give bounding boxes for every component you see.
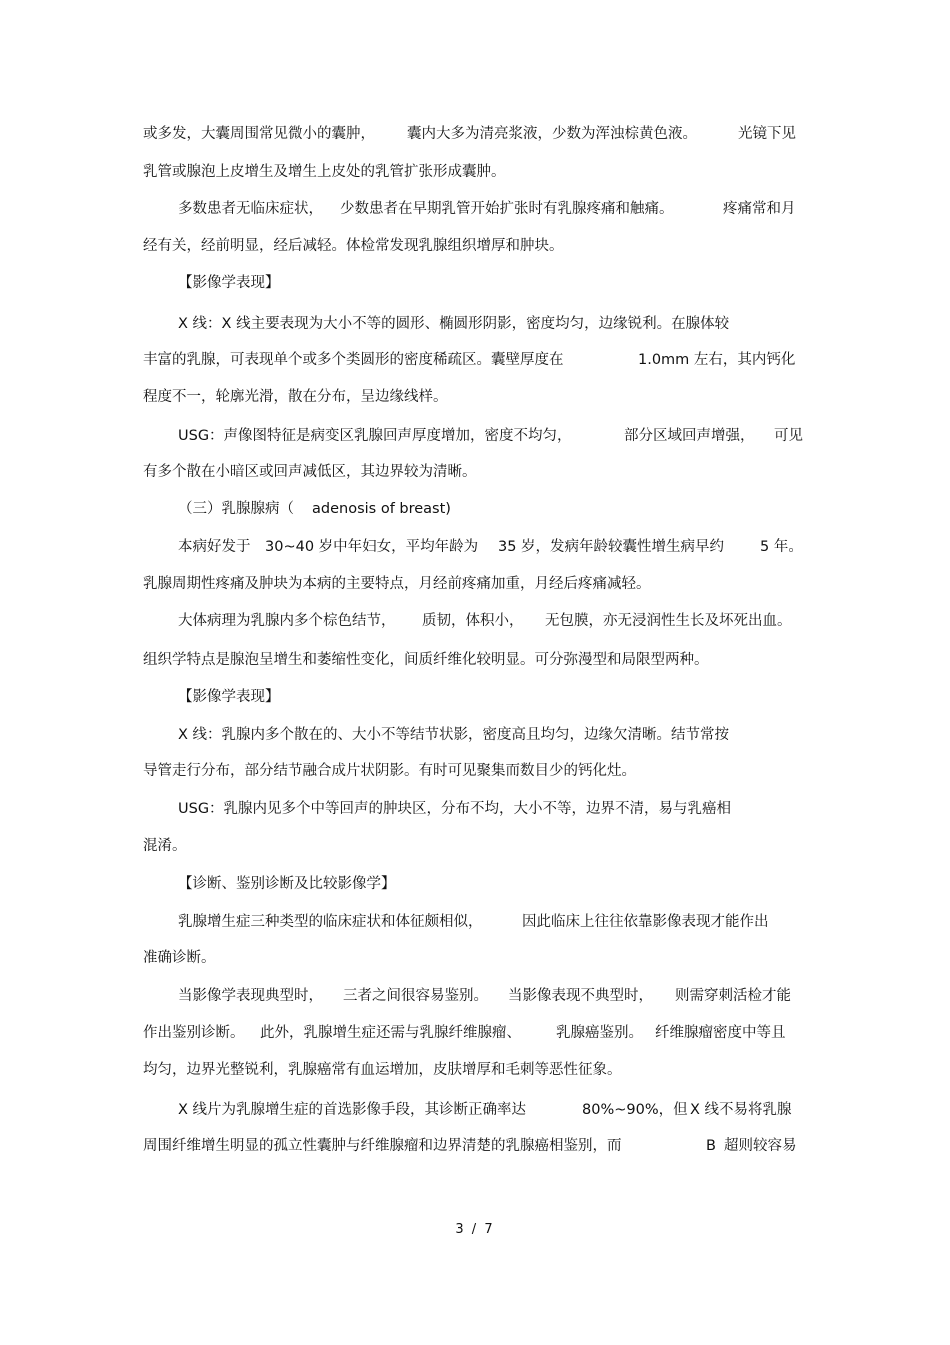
text-line: 30~40 岁中年妇女，平均年龄为: [265, 539, 479, 555]
section-heading: 【诊断、鉴别诊断及比较影像学】: [178, 876, 396, 892]
text-line: 当影像表现不典型时，: [508, 988, 653, 1004]
text-line: 周围纤维增生明显的孤立性囊肿与纤维腺瘤和边界清楚的乳腺癌相鉴别，而: [143, 1138, 622, 1154]
text-line: 乳腺增生症三种类型的临床症状和体征颇相似，: [178, 914, 483, 930]
text-line: USG：声像图特征是病变区乳腺回声厚度增加，密度不均匀，: [178, 428, 572, 444]
section-heading: （三）乳腺腺病（: [178, 501, 294, 517]
text-line: 光镜下见: [738, 126, 796, 142]
text-line: B: [706, 1138, 716, 1154]
text-line: 此外，乳腺增生症还需与乳腺纤维腺瘤、: [260, 1025, 521, 1041]
text-line: 可见: [774, 428, 803, 444]
text-line: X 线片为乳腺增生症的首选影像手段，其诊断正确率达: [178, 1102, 527, 1118]
text-line: 疼痛常和月: [723, 201, 796, 217]
text-line: 经有关，经前明显，经后减轻。体检常发现乳腺组织增厚和肿块。: [143, 238, 564, 254]
text-line: 纤维腺瘤密度中等且: [655, 1025, 786, 1041]
text-line: 乳腺癌鉴别。: [556, 1025, 643, 1041]
text-line: USG：乳腺内见多个中等回声的肿块区，分布不均，大小不等，边界不清，易与乳癌相: [178, 801, 732, 817]
text-line: 当影像学表现典型时，: [178, 988, 323, 1004]
text-line: X 线不易将乳腺: [690, 1102, 792, 1118]
text-line: 80%~90%，但: [582, 1102, 688, 1118]
text-line: 导管走行分布，部分结节融合成片状阴影。有时可见聚集而数目少的钙化灶。: [143, 763, 636, 779]
text-line: 准确诊断。: [143, 950, 216, 966]
text-line: 部分区域回声增强，: [624, 428, 755, 444]
text-line: 三者之间很容易鉴别。: [343, 988, 488, 1004]
section-heading: 【影像学表现】: [178, 689, 280, 705]
text-line: 乳管或腺泡上皮增生及增生上皮处的乳管扩张形成囊肿。: [143, 164, 506, 180]
page-number: 3 / 7: [455, 1222, 495, 1237]
text-line: 有多个散在小暗区或回声减低区，其边界较为清晰。: [143, 464, 477, 480]
text-line: 多数患者无临床症状，: [178, 201, 323, 217]
text-line: 无包膜，亦无浸润性生长及坏死出血。: [545, 613, 792, 629]
text-line: 本病好发于: [178, 539, 251, 555]
text-line: 大体病理为乳腺内多个棕色结节，: [178, 613, 396, 629]
text-line: 1.0mm 左右，其内钙化: [638, 352, 796, 368]
text-line: 5 年。: [760, 539, 803, 555]
text-line: 少数患者在早期乳管开始扩张时有乳腺疼痛和触痛。: [340, 201, 674, 217]
text-line: 质韧，体积小，: [422, 613, 524, 629]
text-line: 则需穿刺活检才能: [675, 988, 791, 1004]
text-line: 超则较容易: [724, 1138, 797, 1154]
text-line: 囊内大多为清亮浆液，少数为浑浊棕黄色液。: [407, 126, 697, 142]
text-line: 35 岁，发病年龄较囊性增生病早约: [498, 539, 725, 555]
text-line: 乳腺周期性疼痛及肿块为本病的主要特点，月经前疼痛加重，月经后疼痛减轻。: [143, 576, 651, 592]
text-line: 或多发，大囊周围常见微小的囊肿，: [143, 126, 375, 142]
text-line: X 线：X 线主要表现为大小不等的圆形、椭圆形阴影，密度均匀，边缘锐利。在腺体较: [178, 316, 730, 332]
section-heading: adenosis of breast): [312, 501, 451, 517]
text-line: 混淆。: [143, 838, 187, 854]
text-line: 组织学特点是腺泡呈增生和萎缩性变化，间质纤维化较明显。可分弥漫型和局限型两种。: [143, 652, 709, 668]
text-line: X 线：乳腺内多个散在的、大小不等结节状影，密度高且均匀，边缘欠清晰。结节常按: [178, 727, 730, 743]
text-line: 因此临床上往往依靠影像表现才能作出: [522, 914, 769, 930]
text-line: 均匀，边界光整锐利，乳腺癌常有血运增加，皮肤增厚和毛刺等恶性征象。: [143, 1062, 622, 1078]
text-line: 程度不一，轮廓光滑，散在分布，呈边缘线样。: [143, 389, 448, 405]
text-line: 丰富的乳腺，可表现单个或多个类圆形的密度稀疏区。囊壁厚度在: [143, 352, 564, 368]
text-line: 作出鉴别诊断。: [143, 1025, 245, 1041]
section-heading: 【影像学表现】: [178, 275, 280, 291]
